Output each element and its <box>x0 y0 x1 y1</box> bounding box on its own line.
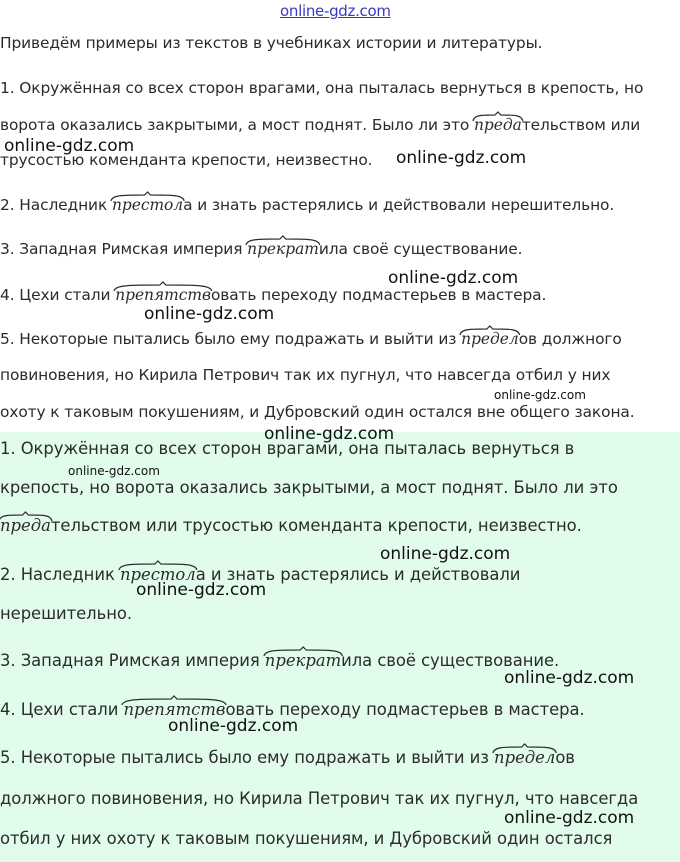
example-2-line-1: 2. Наследник престола и знать растерялись и действовали нерешительно. <box>0 196 615 214</box>
root-word: прекрат <box>264 651 342 670</box>
root-mark <box>121 696 227 706</box>
example-1-line-3: трусостью коменданта крепости, неизвестно. <box>0 151 373 169</box>
root-word: престол <box>119 565 196 584</box>
watermark: online-gdz.com <box>68 464 160 478</box>
watermark: online-gdz.com <box>4 136 135 156</box>
root-word: предел <box>494 748 556 767</box>
example-5-line-1: 5. Некоторые пытались было ему подражать и выйти из пределов должного <box>0 330 622 348</box>
root-word: престол <box>111 196 184 214</box>
answer-1-line-1: 1. Окружённая со всех сторон врагами, она пыталась вернуться в <box>0 439 575 458</box>
example-5-line-3: охоту к таковым покушениям, и Дубровский один остался вне общего закона. <box>0 403 635 421</box>
root-mark <box>118 561 198 571</box>
answer-5-line-1: 5. Некоторые пытались было ему подражать и выйти из пределов <box>0 748 575 767</box>
watermark: online-gdz.com <box>168 716 299 736</box>
answer-1-line-3: предательством или трусостью коменданта крепости, неизвестно. <box>0 516 582 535</box>
example-1-line-1: 1. Окружённая со всех сторон врагами, она пыталась вернуться в крепость, но <box>0 79 644 97</box>
root-mark <box>492 744 557 754</box>
root-mark <box>472 112 524 122</box>
root-mark <box>263 647 343 657</box>
root-mark <box>113 282 213 292</box>
answer-1-line-2: крепость, но ворота оказались закрытыми, а мост поднят. Было ли это <box>0 478 618 497</box>
example-1-line-2: ворота оказались закрытыми, а мост поднят. Было ли это предательством или <box>0 116 641 134</box>
answer-4-line-1: 4. Цехи стали препятствовать переходу подмастерьев в мастера. <box>0 700 585 719</box>
answer-3-line-1: 3. Западная Римская империя прекратила своё существование. <box>0 651 560 670</box>
watermark: online-gdz.com <box>388 268 519 288</box>
intro-text: Приведём примеры из текстов в учебниках истории и литературы. <box>0 34 543 52</box>
example-3-line-1: 3. Западная Римская империя прекратила своё существование. <box>0 240 523 258</box>
example-5-line-2: повиновения, но Кирила Петрович так их пугнул, что навсегда отбил у них <box>0 366 611 384</box>
watermark: online-gdz.com <box>380 544 511 564</box>
watermark-header[interactable]: online-gdz.com <box>280 2 391 20</box>
watermark: online-gdz.com <box>396 148 527 168</box>
root-word: предел <box>461 330 519 348</box>
answer-5-line-3: отбил у них охоту к таковым покушениям, и Дубровский один остался <box>0 829 613 848</box>
watermark: online-gdz.com <box>504 808 635 828</box>
root-mark <box>0 512 53 522</box>
example-4-line-1: 4. Цехи стали препятствовать переходу подмастерьев в мастера. <box>0 286 547 304</box>
root-word: препятств <box>123 700 226 719</box>
root-word: преда <box>474 116 522 134</box>
answer-2-line-2: нерешительно. <box>0 604 133 623</box>
watermark: online-gdz.com <box>264 424 395 444</box>
watermark: online-gdz.com <box>144 304 275 324</box>
root-word: преда <box>0 516 51 535</box>
root-mark <box>459 326 521 336</box>
root-mark <box>110 192 185 202</box>
watermark: online-gdz.com <box>504 668 635 688</box>
root-word: прекрат <box>247 240 319 258</box>
watermark: online-gdz.com <box>136 580 267 600</box>
answer-2-line-1: 2. Наследник престола и знать растерялись и действовали <box>0 565 521 584</box>
root-mark <box>245 236 321 246</box>
root-word: препятств <box>115 286 211 304</box>
watermark: online-gdz.com <box>494 388 586 402</box>
answer-5-line-2: должного повиновения, но Кирила Петрович так их пугнул, что навсегда <box>0 789 639 808</box>
